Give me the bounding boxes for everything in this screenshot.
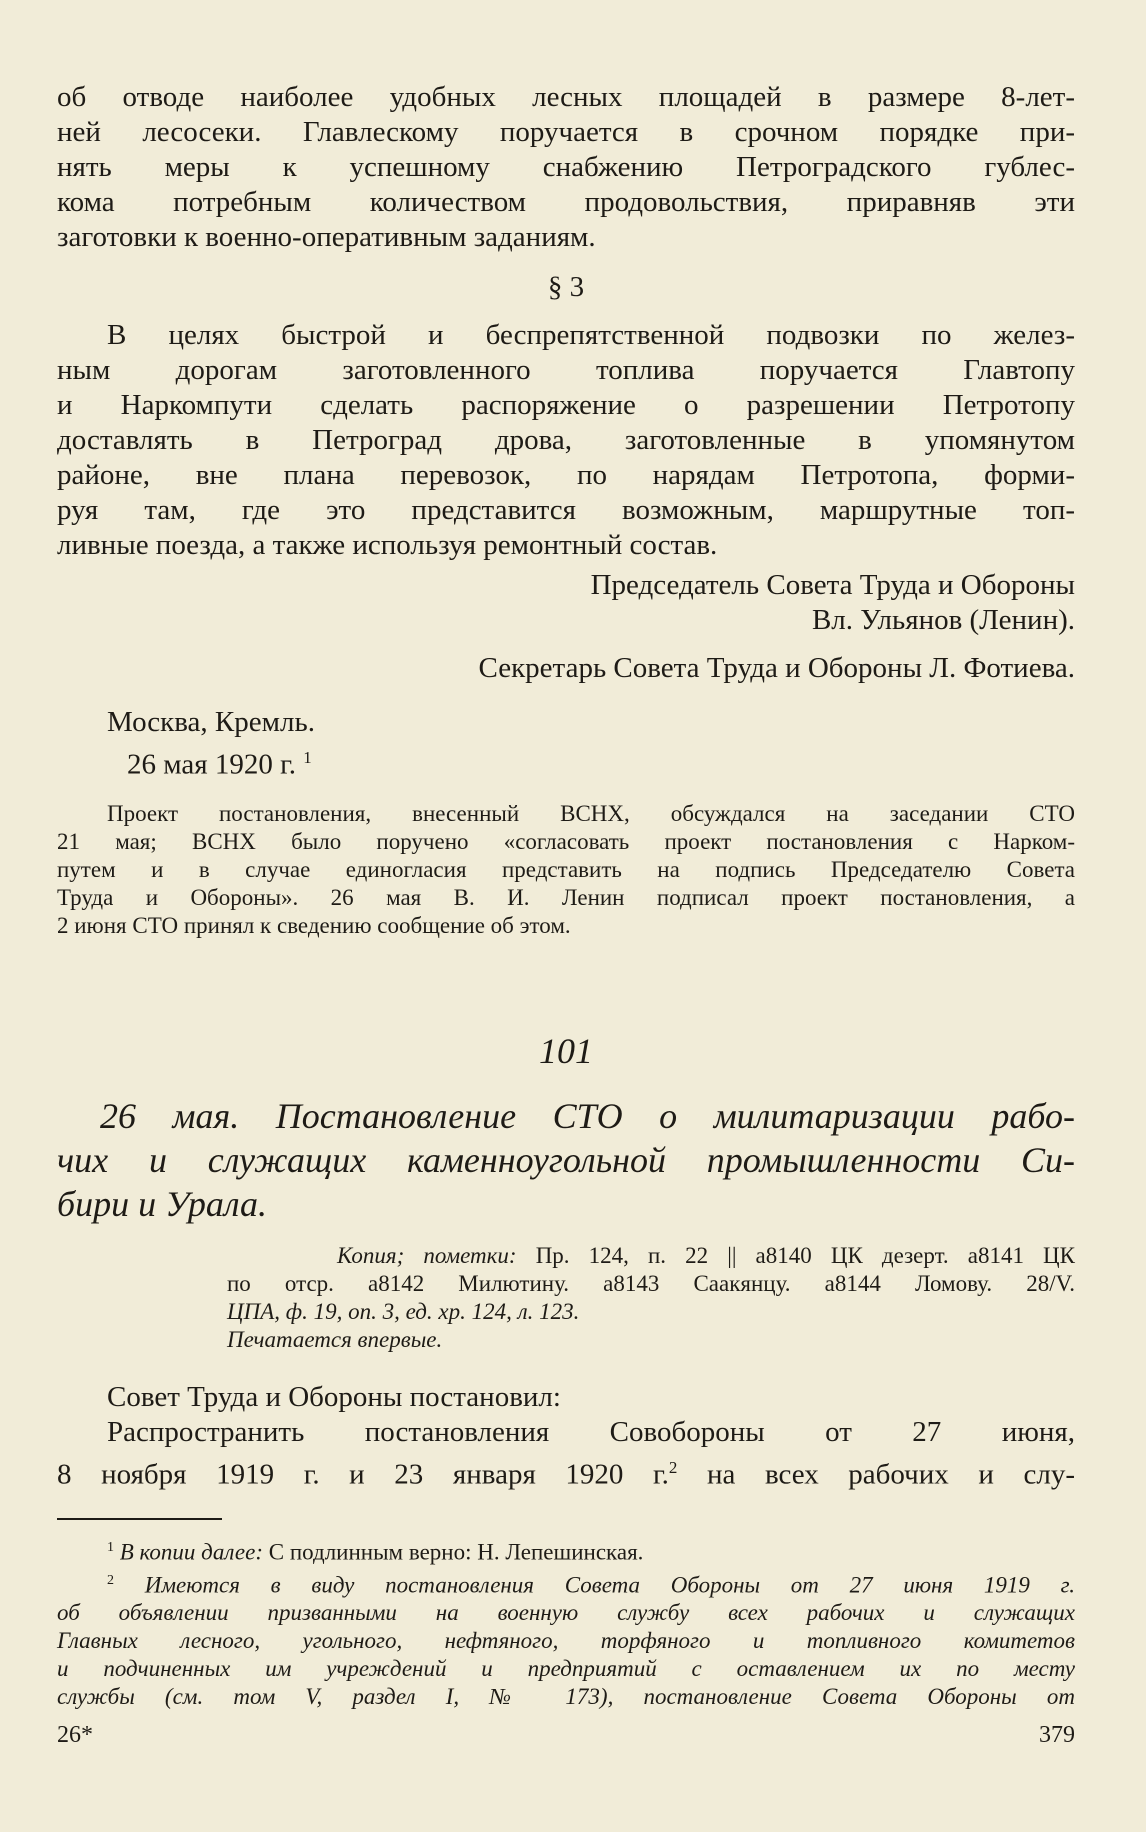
chair-signature-name: Вл. Ульянов (Ленин). [811,604,1075,636]
text-line: доставлять в Петроград дрова, заготовленные в упомянутом [57,424,1075,456]
footnote-ref: 1 [303,748,312,767]
section3-paragraph [57,318,1075,563]
note-line: путем и в случае единогласия представить на подпись Председателю Совета [57,857,1075,882]
title-line: 26 мая. Постановление СТО о милитаризации рабо- [100,1096,1075,1136]
footnote-number: 2 [107,1572,114,1588]
footnote-number: 1 [107,1540,114,1555]
text-line [57,1450,1075,1493]
title-line: чих и служащих каменноугольной промышленности Си- [57,1140,1075,1180]
text-line: нять меры к успешному снабжению Петроградского гублес- [57,151,1075,183]
secretary-signature: Секретарь Совета Труда и Обороны Л. Фотиева. [478,652,1075,684]
page-number: 379 [1039,1722,1075,1748]
text-fragment: 8 ноября 1919 г. и 23 января 1920 г. [57,1458,669,1491]
archival-label: Копия; пометки: [337,1243,517,1268]
text-line: руя там, где это представится возможным, маршрутные топ- [57,494,1075,526]
document-date [127,740,312,783]
archival-line: ЦПА, ф. 19, оп. 3, ед. хр. 124, л. 123. [227,1299,580,1324]
editorial-note [57,800,1075,940]
text-line: ней лесосеки. Главлескому поручается в срочном порядке при- [57,116,1075,148]
date-text: 26 мая 1920 г. [127,748,296,781]
footnote-2-line: об объявлении призванными на военную службу всех рабочих и служащих [57,1600,1075,1626]
text-line: районе, вне плана перевозок, по нарядам Петротопа, форми- [57,459,1075,491]
signature-mark: 26* [57,1722,93,1748]
top-paragraph [57,80,1075,255]
document-title [57,1094,1075,1226]
footnote-divider [57,1518,222,1520]
document-number: 101 [539,1031,593,1071]
archival-line: по отср. а8142 Милютину. а8143 Саакянцу. а8144 Ломову. 28/V. [227,1271,1075,1296]
decree-text [57,1415,1075,1493]
text-line: кома потребным количеством продовольствия, приравняв эти [57,186,1075,218]
footnote-2-line: Главных лесного, угольного, нефтяного, торфяного и топливного комитетов [57,1628,1075,1654]
document-place: Москва, Кремль. [107,706,315,738]
text-line: ным дорогам заготовленного топлива поручается Главтопу [57,354,1075,386]
footnote-text: Имеются в виду постановления Совета Обороны от 27 июня 1919 г. [144,1572,1076,1598]
text-line: и Наркомпути сделать распоряжение о разрешении Петротопу [57,389,1075,421]
footnote-2-line: и подчиненных им учреждений и предприятий с оставлением их по месту [57,1656,1075,1682]
archival-line [227,1242,1075,1270]
note-line: Труда и Обороны». 26 мая В. И. Ленин подписал проект постановления, а [57,885,1075,910]
footnote-text: С подлинным верно: Н. Лепешинская. [263,1539,644,1565]
archival-text: Пр. 124, п. 22 || а8140 ЦК дезерт. а8141 ЦК [516,1243,1076,1268]
text-fragment: на всех рабочих и слу- [706,1458,1076,1491]
text-line: ливные поезда, а также используя ремонтный состав. [57,529,718,561]
note-line: 2 июня СТО принял к сведению сообщение об этом. [57,913,571,938]
note-line: Проект постановления, внесенный ВСНХ, обсуждался на заседании СТО [107,801,1075,826]
note-line: 21 мая; ВСНХ было поручено «согласовать проект постановления с Нарком- [57,829,1075,854]
title-line: бири и Урала. [57,1184,268,1224]
section-mark: § 3 [547,271,585,303]
footnote-2-line [57,1567,1075,1600]
footnote-ref: 2 [668,1458,678,1477]
footnote-1 [57,1534,1075,1567]
footnote-label: В копии далее: [119,1539,263,1565]
text-line: Распространить постановления Совобороны от 27 июня, [107,1416,1075,1448]
text-line: В целях быстрой и беспрепятственной подвозки по желез- [107,319,1075,351]
footnote-2-line: службы (см. том V, раздел I, № 173), постановление Совета Обороны от [57,1684,1075,1710]
text-line: об отводе наиболее удобных лесных площадей в размере 8-лет- [57,81,1075,113]
decree-intro: Совет Труда и Обороны постановил: [107,1381,561,1413]
footnotes [57,1534,1075,1711]
archival-line: Печатается впервые. [227,1327,443,1352]
text-line: заготовки к военно-оперативным заданиям. [57,221,596,253]
archival-info [227,1242,1075,1354]
page [57,0,1075,1832]
chair-signature-title: Председатель Совета Труда и Обороны [590,569,1075,601]
